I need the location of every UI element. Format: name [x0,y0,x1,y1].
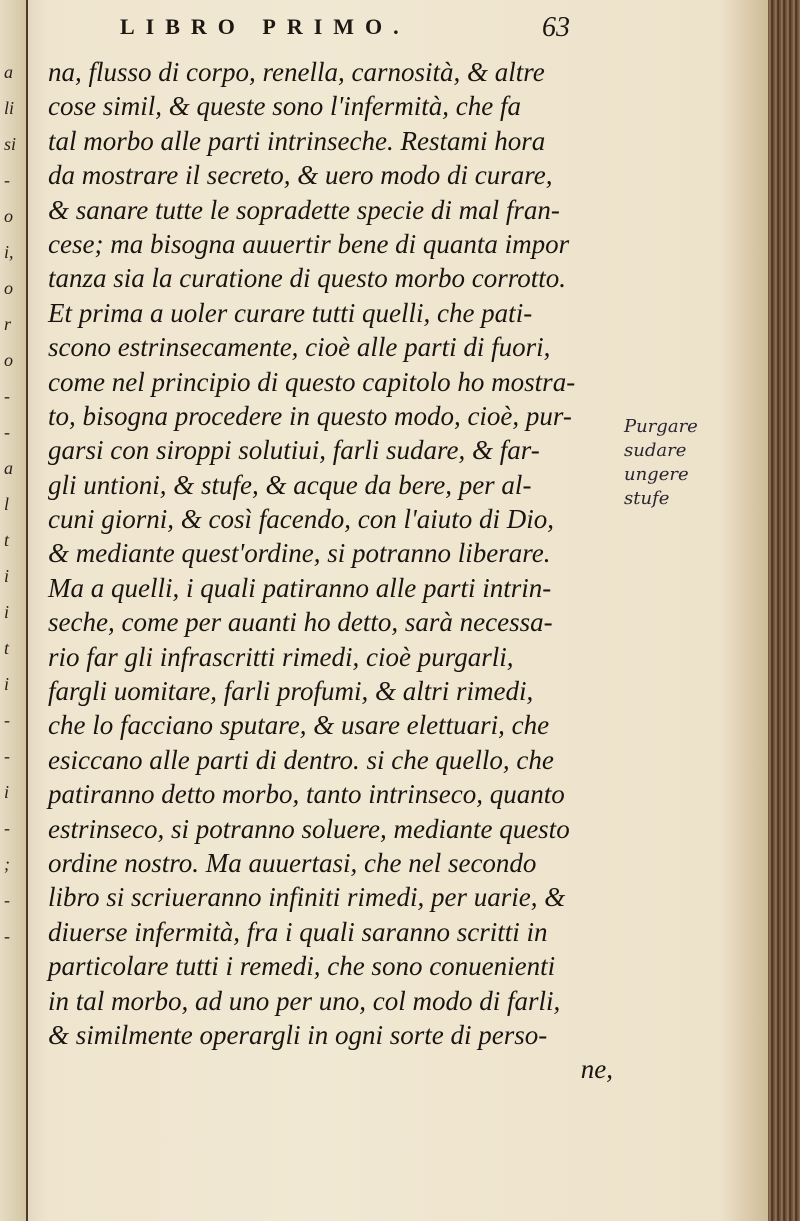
text-line: Et prima a uoler curare tutti quelli, che pati- [48,297,533,328]
text-line: diuerse infermità, fra i quali saranno scritti in [48,916,548,947]
text-line: to, bisogna procedere in questo modo, cioè, pur- [48,400,572,431]
text-line: fargli uomitare, farli profumi, & altri rimedi, [48,676,534,707]
gutter-letter: o [4,278,13,298]
gutter-letter: si [4,134,17,154]
text-line: garsi con siroppi solutiui, farli sudare, & far- [48,435,540,466]
running-title: LIBRO PRIMO. [120,14,410,39]
gutter-letter: li [4,98,15,118]
text-line: cuni giorni, & così facendo, con l'aiuto di Dio, [48,504,554,535]
text-line: seche, come per auanti ho detto, sarà necessa- [48,607,553,638]
gutter-letter: t [4,638,10,658]
marginal-note: ungere [624,464,689,485]
text-line: tal morbo alle parti intrinseche. Restami hora [48,125,546,156]
gutter-letter: ; [4,854,10,874]
handwritten-marginalia [624,415,754,511]
marginal-note: Purgare [624,416,698,437]
text-line: da mostrare il secreto, & uero modo di curare, [48,160,553,191]
gutter-letter: i [4,566,10,586]
text-line: cose simil, & queste sono l'infermità, che fa [48,91,521,122]
marginal-note: stufe [624,488,670,509]
text-line: libro si scriueranno infiniti rimedi, per uarie, & [48,882,566,913]
gutter-letter: i [4,674,10,694]
page-number: 63 [542,12,570,43]
text-line: esiccano alle parti di dentro. si che quello, che [48,744,554,775]
text-line: tanza sia la curatione di questo morbo corrotto. [48,263,566,294]
gutter-letter: l [4,494,10,514]
text-line: gli untioni, & stufe, & acque da bere, per al- [48,469,532,500]
gutter-letter: a [4,62,13,82]
gutter-letter: o [4,206,13,226]
gutter-letter: - [4,422,10,442]
gutter-letter: - [4,818,10,838]
gutter-letter: i, [4,242,14,262]
gutter-letter: r [4,314,12,334]
marginal-note: sudare [624,440,687,461]
text-line: & similmente operargli in ogni sorte di perso- [48,1019,548,1050]
gutter-letter: - [4,386,10,406]
text-line: come nel principio di questo capitolo ho mostra- [48,366,576,397]
gutter-letter: i [4,782,10,802]
gutter-letter: - [4,170,10,190]
text-line: scono estrinsecamente, cioè alle parti di fuori, [48,332,551,363]
text-line: na, flusso di corpo, renella, carnosità, & altre [48,57,545,87]
book-edge [768,0,800,1221]
facing-page-gutter [0,0,28,1221]
gutter-letter: - [4,710,10,730]
text-line: & mediante quest'ordine, si potranno liberare. [48,538,551,569]
catchword: ne, [580,1054,613,1085]
text-line: estrinseco, si potranno soluere, mediante questo [48,813,570,844]
text-line: patiranno detto morbo, tanto intrinseco, quanto [48,779,565,810]
text-line: Ma a quelli, i quali patiranno alle parti intrin- [48,572,552,603]
gutter-letter: i [4,602,10,622]
gutter-letter: a [4,458,13,478]
text-line: ordine nostro. Ma auuertasi, che nel secondo [48,847,537,878]
gutter-letter: - [4,890,10,910]
text-line: rio far gli infrascritti rimedi, cioè purgarli, [48,641,514,672]
gutter-letter: o [4,350,13,370]
text-line: particolare tutti i remedi, che sono conuenienti [48,951,556,982]
text-line: cese; ma bisogna auuertir bene di quanta impor [48,228,570,259]
gutter-letter: t [4,530,10,550]
text-line: & sanare tutte le sopradette specie di mal fran- [48,194,560,225]
gutter-letter: - [4,746,10,766]
body-text [48,55,623,1087]
text-line: che lo facciano sputare, & usare elettuari, che [48,710,550,741]
text-line: in tal morbo, ad uno per uno, col modo di farli, [48,985,561,1016]
gutter-letter: - [4,926,10,946]
